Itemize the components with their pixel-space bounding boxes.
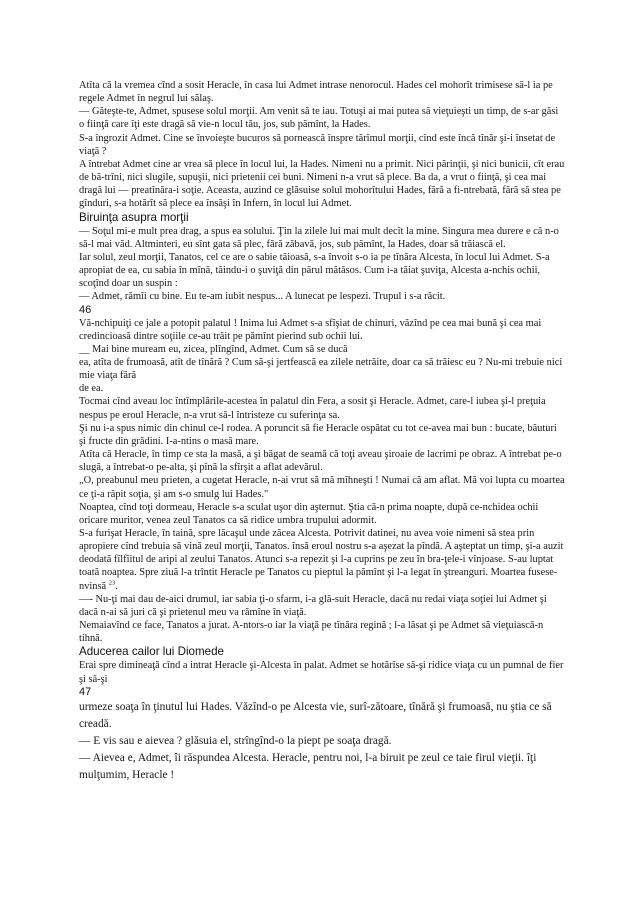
paragraph-text: S-a furişat Heracle, în taină, spre lăcaşul unde zăcea Alcesta. Potrivit datinei, nu avea voie nimeni să stea prin apropiere cînd trebuia să vină zeul morţii, Tanatos. însă eroul nostru s-a aşezat la pîndă. A aşteptat un timp, şi-a auzit deodată fîlfîitul de aripi al zeului Tanatos. Atunci s-a repezit şi l-a cuprins pe zeu în bra-ţele-i vînjoase. S-au luptat toată noaptea. Spre ziuă l-a trîntit Heracle pe Tanatos cu pieptul la pămînt şi l-a legat în ştreanguri. Moartea fusese-nvinsă — [79, 528, 564, 592]
page-number: 47 — [79, 685, 92, 698]
paragraph: Noaptea, cînd toţi dormeau, Heracle s-a sculat uşor din aşternut. Ştia că-n prima noapte, după ce-nchidea ochii oricare muritor, venea zeul Tanatos ca să ridice umbra trupului adormit. — [79, 501, 539, 526]
paragraph: urmeze soaţa în ţinutul lui Hades. Văzînd-o pe Alcesta vie, surî-zătoare, tînără şi frumoasă, nu ştia ce să creadă. — [79, 700, 552, 730]
paragraph: Nemaiavînd ce face, Tanatos a jurat. A-ntors-o iar la viaţă pe tînăra regină ; l-a lăsat şi pe Admet să vieţuiască-n tihnă. — [79, 620, 544, 645]
paragraph: Erai spre dimineaţă cînd a intrat Heracle şi-Alcesta în palat. Admet se hotărîse să-şi ridice viaţa cu un pumnal de fier şi să-şi — [79, 660, 564, 685]
paragraph: A întrebat Admet cine ar vrea să plece în locul lui, la Hades. Nimeni nu a primit. Nici părinţii, şi nici bunicii, cît erau de bă-trîni, nici slugile, supuşii, nici prietenii cei buni. Nimeni n-a vrut să plece. Ba da, a vrut o fiinţă, şi cea mai dragă lui — preatînăra-i soţie. Aceasta, auzind ce glăsuise solul mohorîtului Hades, fără a fi-ntrebată, fără să stea pe gînduri, s-a hotărît să plece ea însăşi în Infern, în locul lui Admet. — [79, 158, 565, 210]
paragraph: Atîta că la vremea cînd a sosit Heracle, în casa lui Admet intrase nenorocul. Hades cel mohorît trimisese să-l ia pe regele Admet în negrul lui sălaş. — [79, 80, 553, 105]
paragraph: __ Mai bine muream eu, zicea, plîngînd, Admet. Cum să se ducă — [79, 343, 348, 355]
footnote-reference: 23 — [108, 579, 116, 587]
document-page — [79, 79, 565, 784]
paragraph: Tocmai cînd aveau loc întîmplările-acestea în palatul din Fera, a sosit şi Heracle. Admet, care-l iubea şi-l preţuia nespus pe eroul Heracle, n-a vrut să-l întristeze cu suferinţa sa. — [79, 396, 546, 421]
page-number: 46 — [79, 303, 92, 316]
paragraph: —- Nu-ţi mai dau de-aici drumul, iar sabia ţi-o sfarm, i-a glă-suit Heracle, dacă nu redai viaţa soţiei lui Admet şi dacă n-ai să juri că şi prietenul meu va rămîne în viaţă. — [79, 593, 547, 618]
paragraph: — E vis sau e aievea ? glăsuia el, strîngînd-o la piept pe soaţa dragă. — [79, 734, 392, 747]
section-heading: Aducerea cailor lui Diomede — [79, 645, 224, 659]
paragraph-text: . — [115, 580, 118, 592]
section-heading: Biruinţa asupra morţii — [79, 210, 189, 224]
paragraph: de ea. — [79, 383, 104, 395]
paragraph — [79, 527, 565, 593]
paragraph: — Soţul mi-e mult prea drag, a spus ea solului. Ţin la zilele lui mai mult decît la mine. Singura mea durere e că n-o să-l mai văd. Altminteri, eu sînt gata să plec, fără zăbavă, jos, sub pămînt, la Hades, doar să trăiască el. — [79, 225, 559, 250]
paragraph: — Admet, rămîi cu bine. Eu te-am iubit nespus... A lunecat pe lespezi. Trupul i s-a răcit. — [79, 291, 446, 303]
paragraph: Iar solul, zeul morţii, Tanatos, cel ce are o sabie tăioasă, s-a învoit s-o ia pe tînăra Alcesta, în locul lui Admet. S-a apropiat de ea, cu sabia în mînă, tăindu-i o şuviţă din părul mătăsos. Cum i-a tăiat şuviţa, Alcesta a-nchis ochii, scoţînd doar un suspin : — [79, 251, 550, 290]
paragraph: Atîta că Heracle, în timp ce sta la masă, a şi băgat de seamă că toţi aveau şiroaie de lacrimi pe obraz. A întrebat pe-o slugă, a întrebat-o pe-alta, şi pînă la sfîrşit a aflat adevărul. — [79, 449, 562, 474]
paragraph: Şi nu i-a spus nimic din chinul ce-l rodea. A poruncit să fie Heracle ospătat cu tot ce-avea mai bun : bucate, băuturi şi fructe din grădini. I-a-ntins o masă mare. — [79, 422, 557, 447]
paragraph: „O, preabunul meu prieten, a cugetat Heracle, n-ai vrut să mă mîhneşti ! Numai că am aflat. Mă voi lupta cu moartea ce ţi-a răpit soţia, şi am s-o smulg lui Hades." — [79, 475, 565, 500]
paragraph: ea, atîta de frumoasă, atît de tînără ? Cum să-şi jertfească ea zilele netrăite, doar ca să trăiesc eu ? Nu-mi trebuie nici mie viaţa fără — [79, 356, 563, 382]
paragraph: S-a îngrozit Admet. Cine se învoieşte bucuros să pornească înspre tărîmul morţii, cînd este încă tînăr şi-i însetat de viaţă ? — [79, 132, 556, 157]
paragraph: — Aievea e, Admet, îi răspundea Alcesta. Heracle, pentru noi, l-a biruit pe zeul ce taie firul vieţii. îţi mulţumim, Heracle ! — [79, 751, 537, 781]
paragraph: Vă-nchipuiţi ce jale a potopit palatul ! Inima lui Admet s-a sfîşiat de chinuri, văzînd pe cea mai bună şi cea mai credincioasă dintre soţiile ce-au trăit pe pămînt pierind sub ochii lui. — [79, 317, 542, 342]
paragraph: — Găteşte-te, Admet, spusese solul morţii. Am venit să te iau. Totuşi ai mai putea să vieţuieşti un timp, de s-ar găsi o fiinţă care îţi este dragă să vie-n locul tău, jos, sub pămînt, la Hades. — [79, 106, 559, 131]
